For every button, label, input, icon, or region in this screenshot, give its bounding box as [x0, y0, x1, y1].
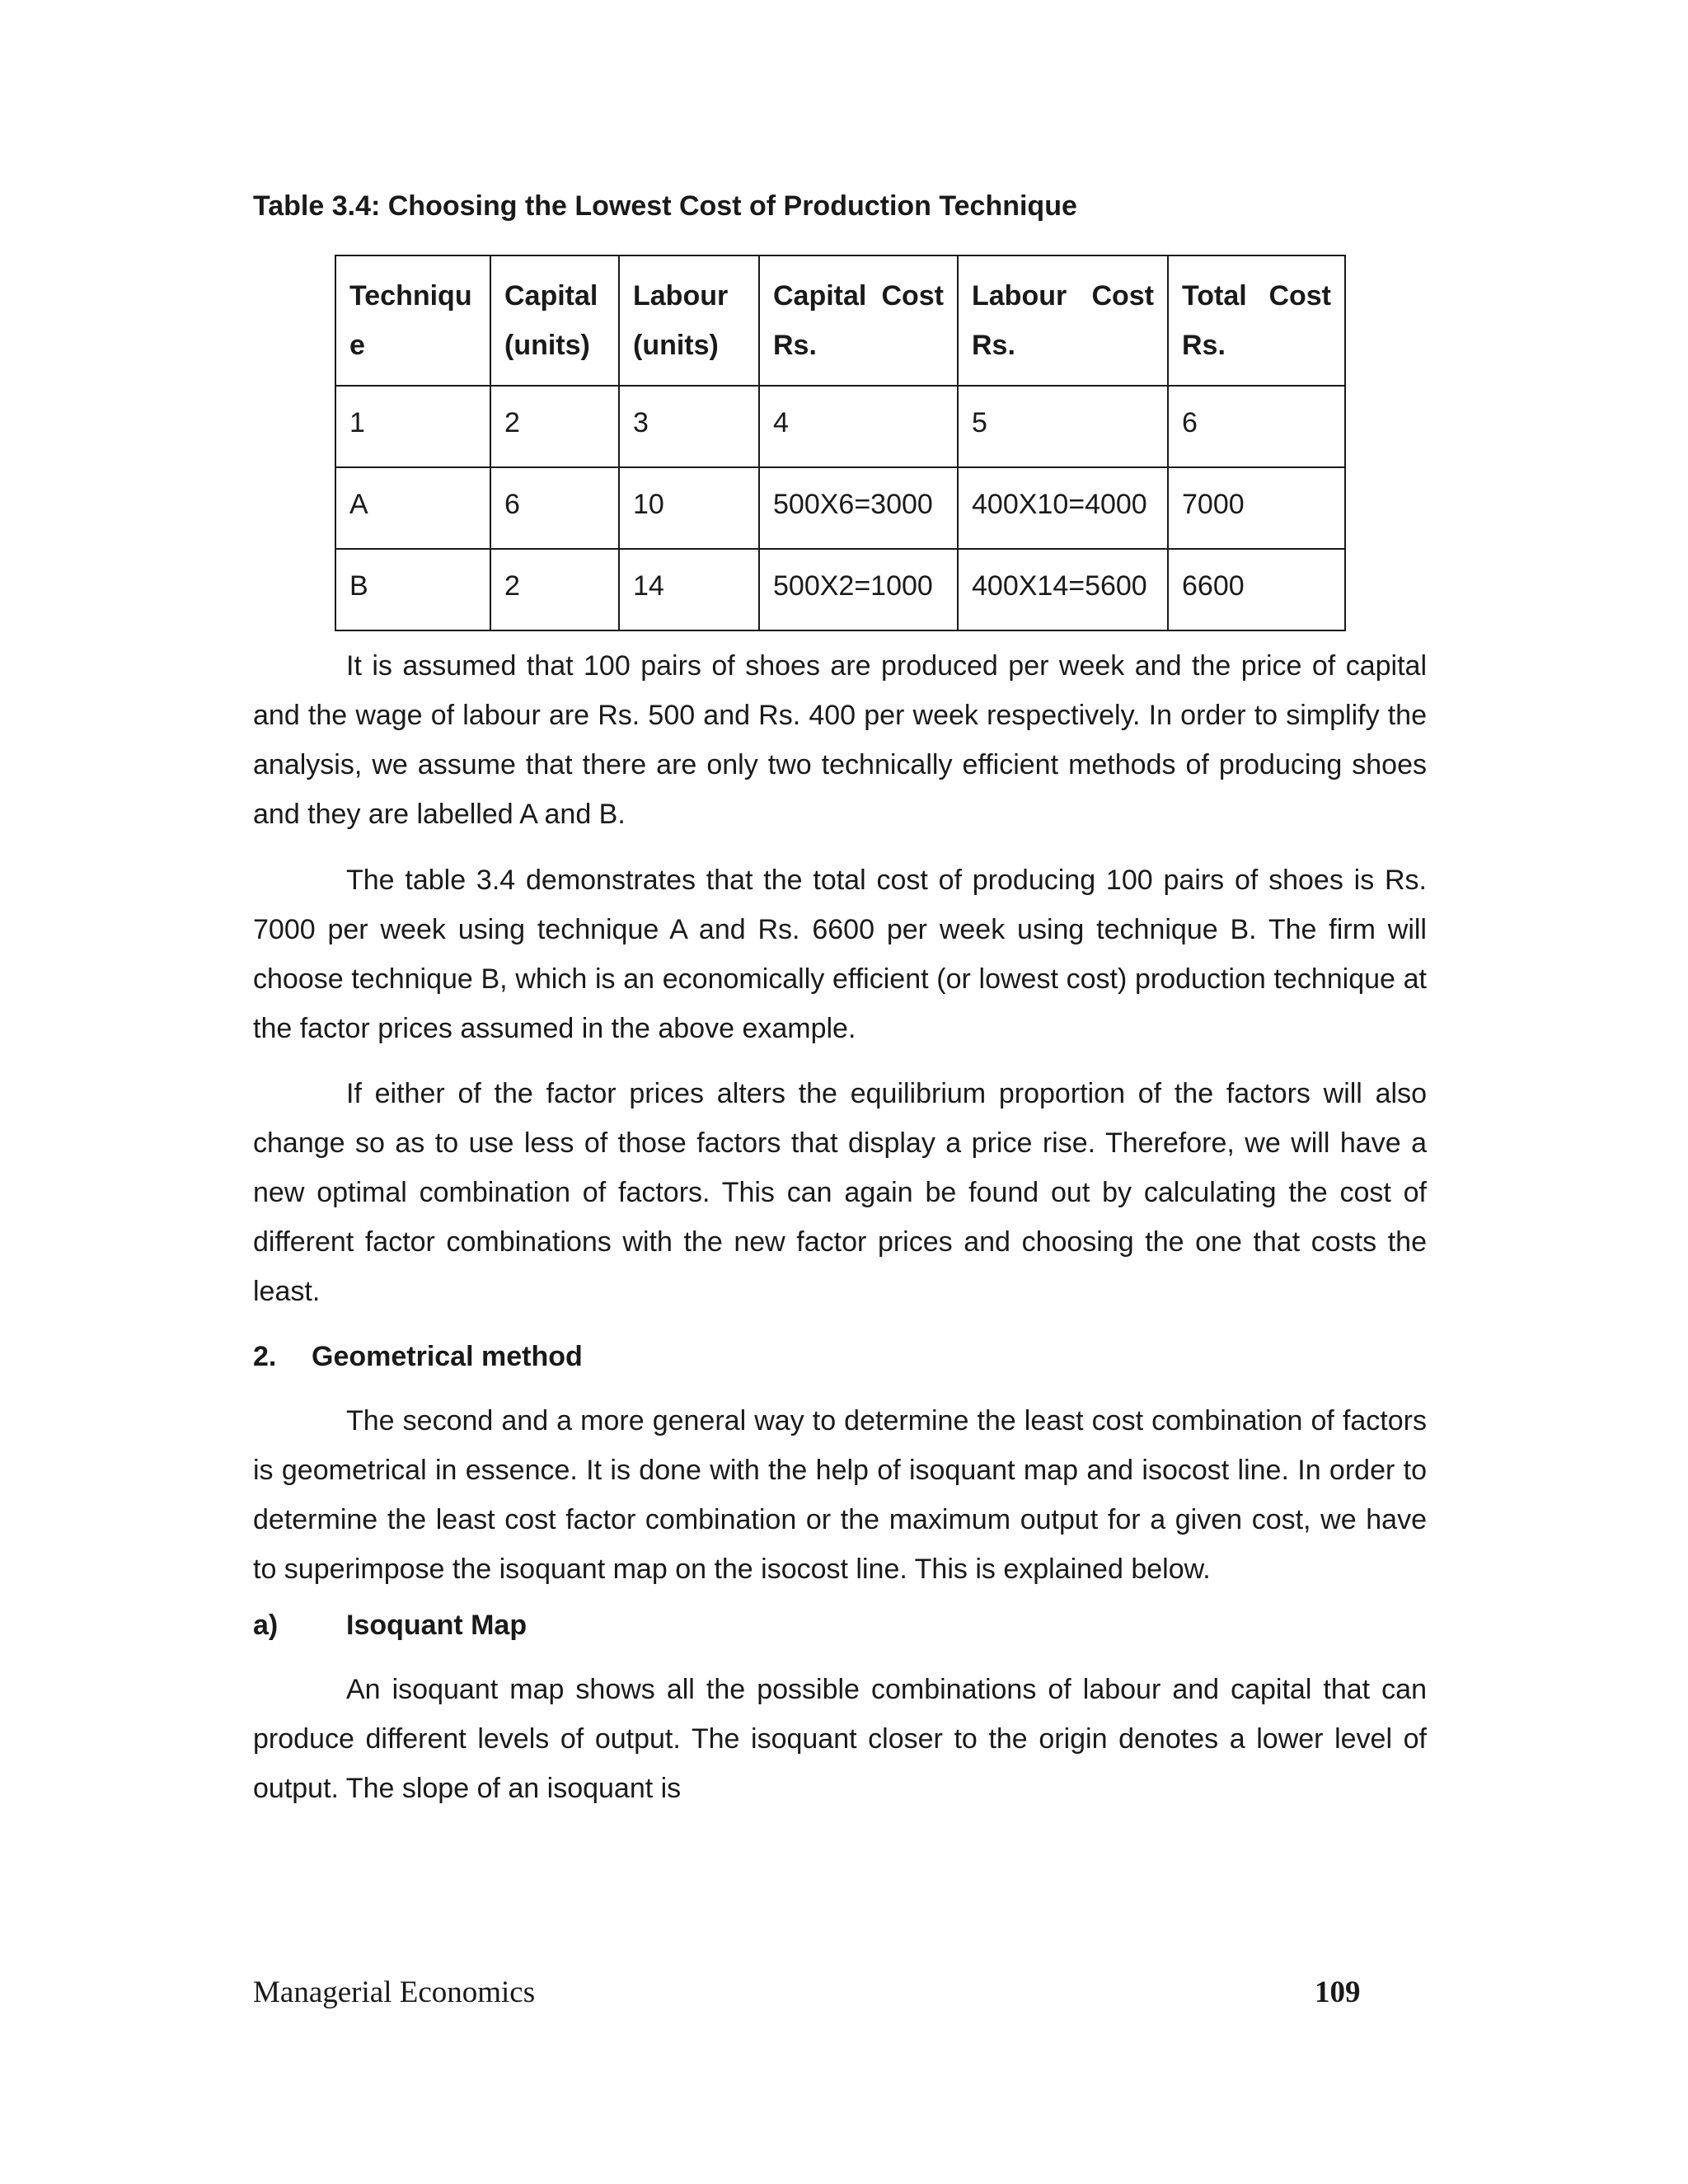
table-cell: B	[335, 549, 490, 630]
header-line: Techniqu	[349, 280, 472, 312]
table-cell: 7000	[1168, 467, 1345, 549]
table-cell: 2	[490, 549, 619, 630]
section-number: 2.	[253, 1341, 277, 1372]
header-line: e	[349, 330, 365, 361]
subsection-number: a)	[253, 1610, 279, 1641]
header-line: Capital	[504, 280, 598, 312]
section-heading: Geometrical method	[312, 1341, 583, 1372]
header-labour-cost	[958, 255, 1168, 386]
header-word: Total	[1182, 280, 1247, 312]
header-word: Cost	[1268, 280, 1331, 312]
subsection-heading: Isoquant Map	[346, 1610, 528, 1641]
paragraph-text: It is assumed that 100 pairs of shoes are produced per week and the price of capital and the wage of labour are Rs. 500 and Rs. 400 per week respectively. In order to simplify the analysis, we assume that there are only two technically efficient methods of producing shoes and they are labelled A and B.	[253, 650, 1427, 830]
table-cell: 10	[619, 467, 759, 549]
header-word: Cost	[881, 280, 944, 312]
table-cell: 500X2=1000	[759, 549, 958, 630]
header-capital-units	[490, 255, 619, 386]
footer-page-number: 109	[1315, 1975, 1361, 2009]
header-line: (units)	[633, 330, 719, 361]
header-capital-cost	[759, 255, 958, 386]
paragraph	[253, 1396, 1427, 1594]
paragraph-text: The table 3.4 demonstrates that the total cost of producing 100 pairs of shoes is Rs. 7000 per week using technique A and Rs. 6600 per week using technique B. The firm will choose technique B, which is an economically efficient (or lowest cost) production technique at the factor prices assumed in the above example.	[253, 865, 1427, 1044]
table-cell: 400X14=5600	[958, 549, 1168, 630]
table-cell: A	[335, 467, 490, 549]
table-cell: 6	[490, 467, 619, 549]
table-cell: 500X6=3000	[759, 467, 958, 549]
header-line	[972, 271, 1154, 321]
cost-table	[335, 255, 1346, 631]
table-caption: Table 3.4: Choosing the Lowest Cost of Production Technique	[253, 190, 1077, 222]
table-cell: 5	[958, 386, 1168, 467]
header-labour-units	[619, 255, 759, 386]
table-cell: 6	[1168, 386, 1345, 467]
table-cell: 2	[490, 386, 619, 467]
table-cell: 4	[759, 386, 958, 467]
table-cell: 1	[335, 386, 490, 467]
table-cell: 6600	[1168, 549, 1345, 630]
header-line: Labour	[633, 280, 729, 312]
paragraph-text: An isoquant map shows all the possible combinations of labour and capital that can produce different levels of output. The isoquant closer to the origin denotes a lower level of output. The slope of an isoquant is	[253, 1674, 1427, 1804]
footer-book-title: Managerial Economics	[253, 1975, 536, 2009]
header-word: Labour	[972, 280, 1067, 312]
paragraph	[253, 641, 1427, 839]
header-technique	[335, 255, 490, 386]
table-row	[335, 386, 1345, 467]
paragraph-text: If either of the factor prices alters the equilibrium proportion of the factors will also change so as to use less of those factors that display a price rise. Therefore, we will have a new optimal combination of factors. This can again be found out by calculating the cost of different factor combinations with the new factor prices and choosing the one that costs the least.	[253, 1078, 1427, 1307]
header-line: Rs.	[972, 330, 1015, 361]
header-line	[773, 271, 944, 321]
header-line: Rs.	[773, 330, 817, 361]
table-cell: 3	[619, 386, 759, 467]
table-row	[335, 549, 1345, 630]
header-total-cost	[1168, 255, 1345, 386]
table-cell: 14	[619, 549, 759, 630]
table-row	[335, 467, 1345, 549]
paragraph	[253, 1665, 1427, 1813]
header-line: (units)	[504, 330, 590, 361]
table-cell: 400X10=4000	[958, 467, 1168, 549]
table-header-row	[335, 255, 1345, 386]
header-word: Capital	[773, 280, 867, 312]
header-line: Rs.	[1182, 330, 1226, 361]
paragraph-text: The second and a more general way to determine the least cost combination of factors is geometrical in essence. It is done with the help of isoquant map and isocost line. In order to determine the least cost factor combination or the maximum output for a given cost, we have to superimpose the isoquant map on the isocost line. This is explained below.	[253, 1405, 1427, 1585]
paragraph	[253, 1069, 1427, 1316]
paragraph	[253, 855, 1427, 1053]
header-line	[1182, 271, 1331, 321]
header-word: Cost	[1091, 280, 1154, 312]
